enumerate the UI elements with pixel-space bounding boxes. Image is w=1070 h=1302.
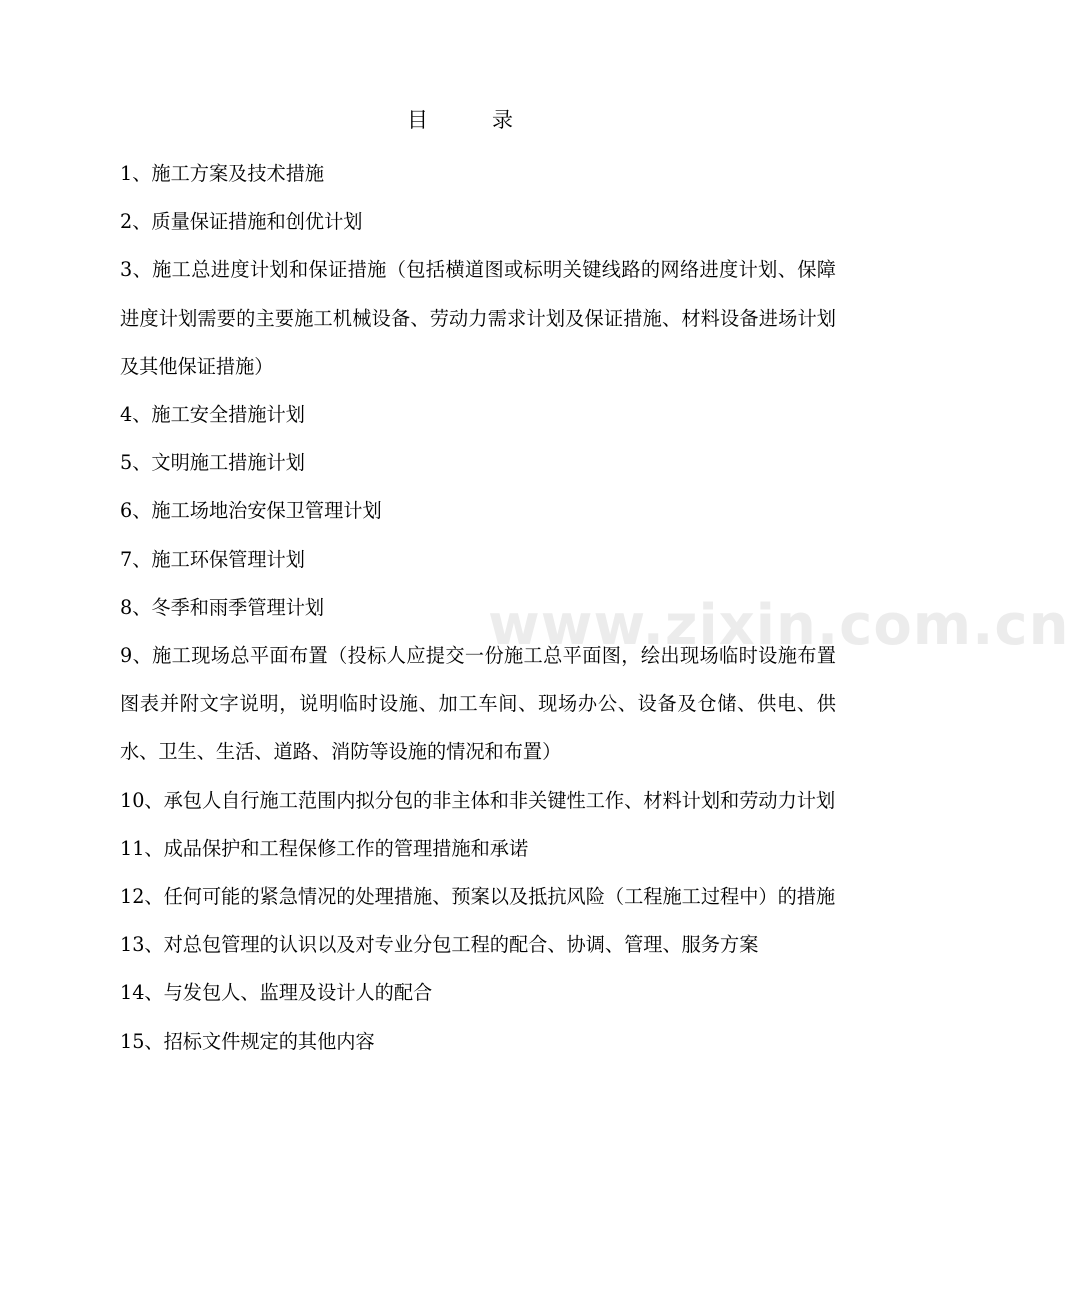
toc-item-9: 9、施工现场总平面布置（投标人应提交一份施工总平面图，绘出现场临时设施布置图表并附文字说明，说明临时设施、加工车间、现场办公、设备及仓储、供电、供水、卫生、生活、道路、消防等设施的情况和布置） xyxy=(120,644,836,764)
toc-item-2: 2、质量保证措施和创优计划 xyxy=(120,210,363,234)
title-char-1: 目 xyxy=(407,108,428,132)
toc-item-6: 6、施工场地治安保卫管理计划 xyxy=(120,499,382,523)
toc-item-3: 3、施工总进度计划和保证措施（包括横道图或标明关键线路的网络进度计划、保障进度计划需要的主要施工机械设备、劳动力需求计划及保证措施、材料设备进场计划及其他保证措施） xyxy=(120,258,836,378)
toc-item-13: 13、对总包管理的认识以及对专业分包工程的配合、协调、管理、服务方案 xyxy=(120,933,759,957)
toc-item-15: 15、招标文件规定的其他内容 xyxy=(120,1029,375,1053)
toc-item-1: 1、施工方案及技术措施 xyxy=(120,162,325,185)
table-of-contents xyxy=(120,150,836,1066)
page-title xyxy=(0,104,920,136)
toc-item-4: 4、施工安全措施计划 xyxy=(120,403,305,427)
toc-item-5: 5、文明施工措施计划 xyxy=(120,451,305,475)
toc-item-12: 12、任何可能的紧急情况的处理措施、预案以及抵抗风险（工程施工过程中）的措施 xyxy=(120,885,836,909)
title-char-2: 录 xyxy=(492,108,513,132)
toc-item-8: 8、冬季和雨季管理计划 xyxy=(120,595,325,619)
toc-item-11: 11、成品保护和工程保修工作的管理措施和承诺 xyxy=(120,836,529,860)
watermark: www.zixin.com.cn xyxy=(488,593,1070,658)
toc-item-10: 10、承包人自行施工范围内拟分包的非主体和非关键性工作、材料计划和劳动力计划 xyxy=(120,788,836,812)
toc-item-7: 7、施工环保管理计划 xyxy=(120,547,305,571)
toc-item-14: 14、与发包人、监理及设计人的配合 xyxy=(120,981,433,1005)
